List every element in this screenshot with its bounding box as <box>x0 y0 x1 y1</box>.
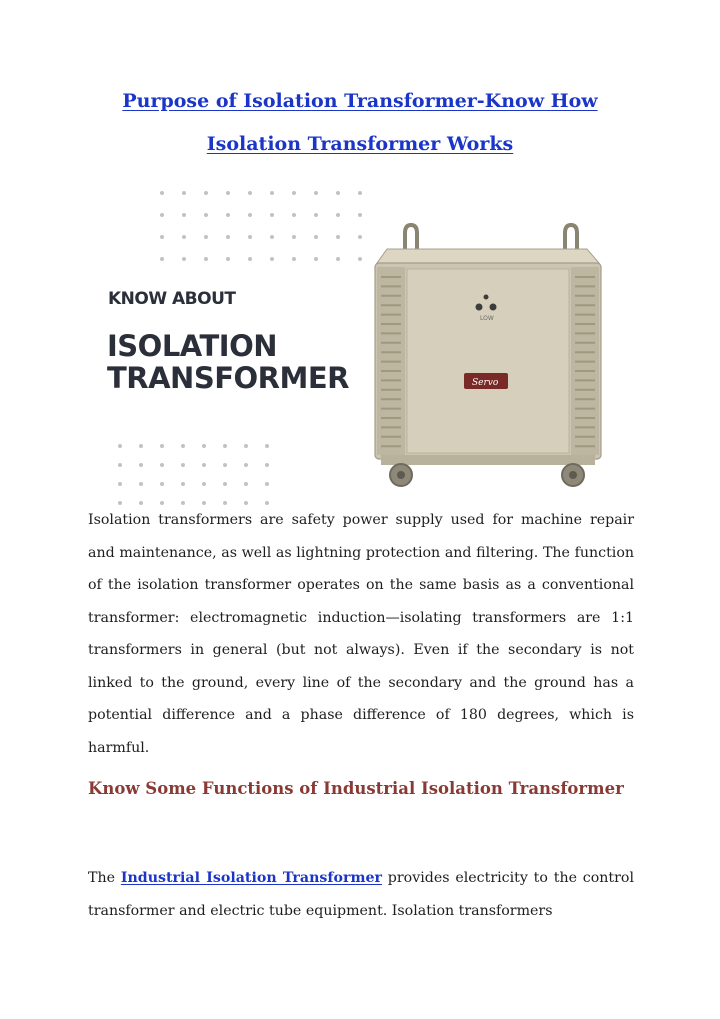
dot <box>160 482 164 486</box>
dot <box>139 482 143 486</box>
dot <box>244 444 248 448</box>
dot <box>265 463 269 467</box>
dot <box>118 463 122 467</box>
dot <box>358 257 362 261</box>
dot <box>204 235 208 239</box>
dot <box>160 444 164 448</box>
dot <box>270 257 274 261</box>
title-line-2[interactable]: Isolation Transformer Works <box>206 133 514 155</box>
dot <box>223 463 227 467</box>
name-plate-label: Servo <box>472 378 499 388</box>
indicator-label: LOW <box>480 315 494 322</box>
dot <box>160 191 164 195</box>
dot-pattern-bottom <box>118 444 269 505</box>
dot <box>265 482 269 486</box>
banner-heading-line-1: ISOLATION <box>107 329 277 363</box>
dot <box>160 257 164 261</box>
dot <box>292 257 296 261</box>
dot <box>182 257 186 261</box>
banner-heading-line-2: TRANSFORMER <box>107 361 350 395</box>
title-line-1[interactable]: Purpose of Isolation Transformer-Know How <box>122 90 598 112</box>
dot <box>226 257 230 261</box>
industrial-isolation-transformer-link[interactable]: Industrial Isolation Transformer <box>120 870 382 886</box>
dot <box>182 235 186 239</box>
dot <box>358 235 362 239</box>
dot <box>181 444 185 448</box>
banner-heading <box>107 330 349 394</box>
dot <box>270 213 274 217</box>
dot <box>248 213 252 217</box>
dot <box>248 191 252 195</box>
page-title[interactable] <box>80 80 640 166</box>
functions-paragraph <box>88 862 634 927</box>
dot <box>160 213 164 217</box>
dot <box>204 213 208 217</box>
paragraph-prefix: The <box>88 870 121 886</box>
dot <box>160 235 164 239</box>
dot <box>314 191 318 195</box>
dot <box>181 463 185 467</box>
dot <box>292 235 296 239</box>
dot <box>226 213 230 217</box>
dot <box>160 463 164 467</box>
dot <box>292 213 296 217</box>
dot <box>202 482 206 486</box>
dot <box>248 257 252 261</box>
dot-pattern-top <box>160 191 362 261</box>
dot <box>118 482 122 486</box>
dot <box>314 257 318 261</box>
dot <box>182 213 186 217</box>
dot <box>202 463 206 467</box>
dot <box>139 463 143 467</box>
dot <box>314 213 318 217</box>
dot <box>204 257 208 261</box>
dot <box>336 191 340 195</box>
dot <box>336 235 340 239</box>
dot <box>202 444 206 448</box>
dot <box>292 191 296 195</box>
dot <box>270 191 274 195</box>
dot <box>182 191 186 195</box>
dot <box>226 191 230 195</box>
banner-image <box>95 178 625 498</box>
transformer-image <box>367 223 607 493</box>
dot <box>358 213 362 217</box>
intro-paragraph: Isolation transformers are safety power supply used for machine repair and maintenance, as well as lightning protection and filtering. The function of the isolation transformer operates on the same basis as a conventional transformer: electromagnetic induction—isolating transformers are 1:1 transformers in general (but not always). Even if the secondary is not linked to the ground, every line of the secondary and the ground has a potential difference and a phase difference of 180 degrees, which is harmful. <box>88 512 634 756</box>
dot <box>118 444 122 448</box>
dot <box>226 235 230 239</box>
dot <box>336 213 340 217</box>
dot <box>181 482 185 486</box>
dot <box>314 235 318 239</box>
dot <box>139 444 143 448</box>
dot <box>336 257 340 261</box>
section-heading: Know Some Functions of Industrial Isolation Transformer <box>88 779 624 798</box>
dot <box>204 191 208 195</box>
dot <box>248 235 252 239</box>
dot <box>244 482 248 486</box>
dot <box>223 444 227 448</box>
dot <box>265 444 269 448</box>
dot <box>223 482 227 486</box>
dot <box>270 235 274 239</box>
paragraph-suffix: provides electricity to the control transformer and electric tube equipment. Isolation transformers <box>88 870 634 919</box>
dot <box>244 463 248 467</box>
banner-know-about: KNOW ABOUT <box>108 289 236 309</box>
dot <box>358 191 362 195</box>
